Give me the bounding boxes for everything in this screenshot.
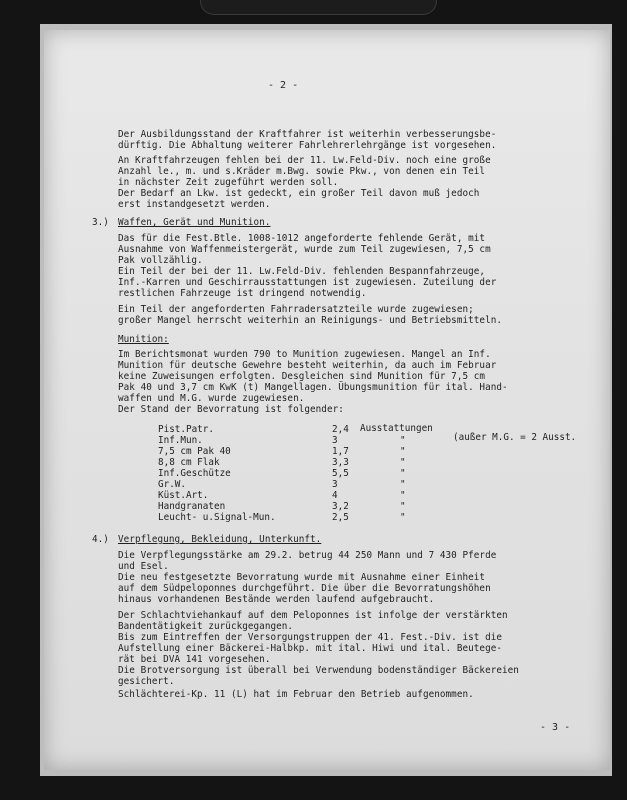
subsection-heading: Munition:	[118, 334, 169, 345]
text-line: hinaus vorhandenen Bestände werden laufend aufgebraucht.	[118, 594, 435, 605]
text-line: waffen und M.G. wurde zugewiesen.	[118, 393, 305, 404]
table-item: Handgranaten	[158, 501, 226, 512]
page-number-bottom: - 3 -	[540, 722, 571, 733]
text-line: Die neu festgesetzte Bevorratung wurde mit Ausnahme einer Einheit	[118, 572, 486, 583]
text-line: Die Brotversorgung ist überall bei Verwendung bodenständiger Bäckereien	[118, 665, 519, 676]
text-line: An Kraftfahrzeugen fehlen bei der 11. Lw.Feld-Div. noch eine große	[118, 155, 491, 166]
text-line: Inf.-Karren und Geschirrausstattungen ist zugewiesen. Zuteilung der	[118, 277, 497, 288]
text-line: Pak vollzählig.	[118, 255, 203, 266]
table-value: 4	[332, 490, 338, 501]
table-item: Leucht- u.Signal-Mun.	[158, 512, 276, 523]
table-mark: "	[400, 457, 406, 468]
text-line: Ein Teil der angeforderten Fahrradersatzteile wurde zugewiesen;	[118, 304, 474, 315]
text-line: Bis zum Eintreffen der Versorgungstruppen der 41. Fest.-Div. ist die	[118, 632, 503, 643]
text-line: Anzahl le., m. und s.Kräder m.Bwg. sowie Pkw., von denen ein Teil	[118, 166, 486, 177]
text-line: Der Ausbildungsstand der Kraftfahrer ist weiterhin verbesserungsbe-	[118, 129, 497, 140]
table-item: Pist.Patr.	[158, 424, 214, 435]
table-value: 3	[332, 435, 338, 446]
text-line: rät bei DVA 141 vorgesehen.	[118, 654, 271, 665]
text-line: und Esel.	[118, 561, 169, 572]
table-mark: Ausstattungen	[360, 423, 433, 434]
text-line: Der Stand der Bevorratung ist folgender:	[118, 404, 344, 415]
text-line: keine Zuweisungen erfolgten. Desgleichen sind Munition für 7,5 cm	[118, 371, 486, 382]
section-heading: Verpflegung, Bekleidung, Unterkunft.	[118, 534, 322, 545]
text-line: großer Mangel herrscht weiterhin an Reinigungs- und Betriebsmitteln.	[118, 315, 503, 326]
text-line: Das für die Fest.Btle. 1008-1012 angeforderte fehlende Gerät, mit	[118, 233, 486, 244]
table-mark: "	[400, 479, 406, 490]
table-mark: "	[400, 446, 406, 457]
table-note: (außer M.G. = 2 Ausst.	[453, 432, 577, 443]
text-line: Der Bedarf an Lkw. ist gedeckt, ein großer Teil davon muß jedoch	[118, 188, 480, 199]
table-item: Gr.W.	[158, 479, 186, 490]
text-line: in nächster Zeit zugeführt werden soll.	[118, 177, 339, 188]
table-value: 2,5	[332, 512, 349, 523]
text-line: Ein Teil der bei der 11. Lw.Feld-Div. fehlenden Bespannfahrzeuge,	[118, 266, 486, 277]
table-value: 5,5	[332, 468, 349, 479]
binder-clip	[200, 0, 437, 15]
table-value: 1,7	[332, 446, 349, 457]
text-line: Aufstellung einer Bäckerei-Halbkp. mit ital. Hiwi und ital. Beutege-	[118, 643, 503, 654]
text-line: Der Schlachtviehankauf auf dem Peloponnes ist infolge der verstärkten	[118, 610, 508, 621]
text-line: Munition für deutsche Gewehre besteht weiterhin, da auch im Februar	[118, 360, 497, 371]
text-line: gesichert.	[118, 676, 175, 687]
text-line: Schlächterei-Kp. 11 (L) hat im Februar den Betrieb aufgenommen.	[118, 689, 474, 700]
table-mark: "	[400, 435, 406, 446]
text-line: erst instandgesetzt werden.	[118, 199, 271, 210]
section-heading: Waffen, Gerät und Munition.	[118, 217, 271, 228]
text-line: restlichen Fahrzeuge ist dringend notwendig.	[118, 288, 367, 299]
text-line: Im Berichtsmonat wurden 790 to Munition zugewiesen. Mangel an Inf.	[118, 349, 491, 360]
text-line: Ausnahme von Waffenmeistergerät, wurde zum Teil zugewiesen, 7,5 cm	[118, 244, 491, 255]
text-line: Bandentätigkeit zurückgegangen.	[118, 621, 294, 632]
table-mark: "	[400, 501, 406, 512]
table-item: Inf.Geschütze	[158, 468, 231, 479]
table-mark: "	[400, 490, 406, 501]
text-line: Pak 40 und 3,7 cm KwK (t) Mangellagen. Übungsmunition für ital. Hand-	[118, 382, 508, 393]
text-line: Die Verpflegungsstärke am 29.2. betrug 44 250 Mann und 7 430 Pferde	[118, 550, 497, 561]
table-item: Inf.Mun.	[158, 435, 203, 446]
table-value: 3,2	[332, 501, 349, 512]
text-line: auf dem Südpeloponnes durchgeführt. Die über die Bevorratungshöhen	[118, 583, 491, 594]
page-number-top: - 2 -	[268, 80, 299, 91]
table-mark: "	[400, 512, 406, 523]
table-mark: "	[400, 468, 406, 479]
table-value: 3,3	[332, 457, 349, 468]
table-item: 7,5 cm Pak 40	[158, 446, 231, 457]
table-value: 3	[332, 479, 338, 490]
table-value: 2,4	[332, 424, 349, 435]
table-item: Küst.Art.	[158, 490, 209, 501]
table-item: 8,8 cm Flak	[158, 457, 220, 468]
text-line: dürftig. Die Abhaltung weiterer Fahrlehrerlehrgänge ist vorgesehen.	[118, 140, 497, 151]
section-number: 3.)	[92, 217, 109, 228]
section-number: 4.)	[92, 534, 109, 545]
